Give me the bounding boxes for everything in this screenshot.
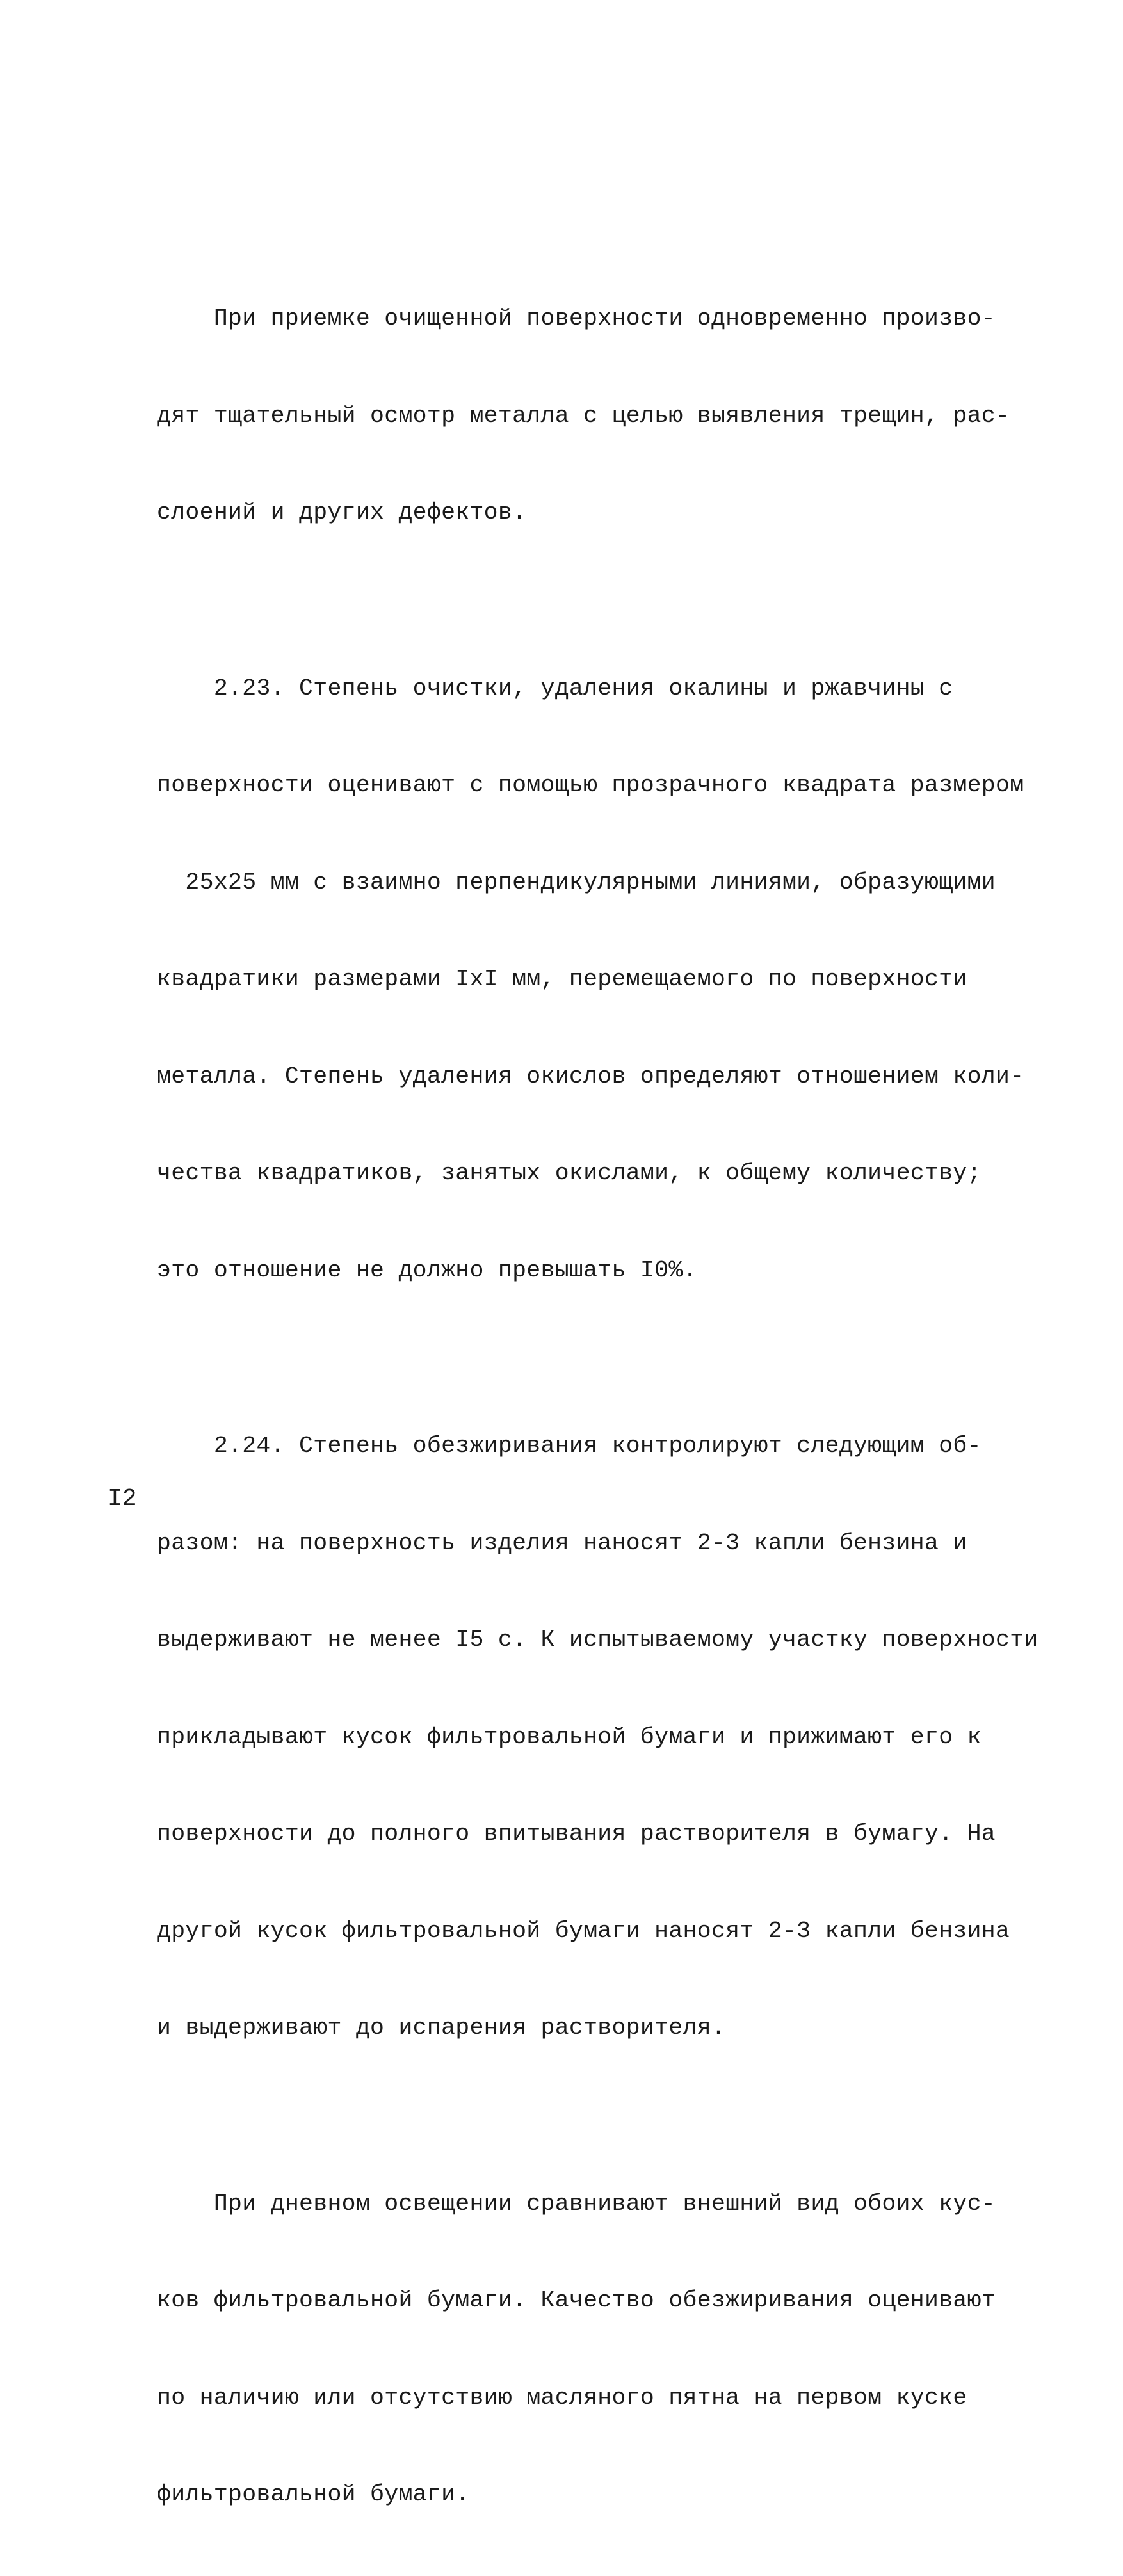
text-line: 2.24. Степень обезжиривания контролируют следующим об- [157,1433,982,1459]
text-line: квадратики размерами IxI мм, перемещаемого по поверхности [157,966,967,992]
text-line: это отношение не должно превышать I0%. [157,1257,697,1284]
body-text [157,238,1038,2576]
text-line: 2.23. Степень очистки, удаления окалины и ржавчины с [157,675,953,702]
text-line: выдерживают не менее I5 с. К испытываемому участку поверхности [157,1627,1038,1653]
text-line: по наличию или отсутствию масляного пятна на первом куске [157,2384,967,2411]
text-line: чества квадратиков, занятых окислами, к общему количеству; [157,1160,982,1186]
text-line: и выдерживают до испарения растворителя. [157,2015,726,2041]
paragraph-2-24 [157,1365,1038,2109]
text-line: При приемке очищенной поверхности одновременно произво- [157,305,996,332]
text-line: разом: на поверхность изделия наносят 2-3 капли бензина и [157,1529,967,1556]
text-line: При дневном освещении сравнивают внешний вид обоих кус- [157,2190,996,2217]
text-line: металла. Степень удаления окислов определяют отношением коли- [157,1063,1024,1090]
paragraph-inspection [157,238,1010,594]
text-line: поверхности оценивают с помощью прозрачного квадрата размером [157,772,1024,798]
page-number: I2 [108,1485,137,1513]
paragraph-daylight-comparison [157,2123,996,2576]
text-line: другой кусок фильтровальной бумаги наносят 2-3 капли бензина [157,1917,1010,1944]
text-line: дят тщательный осмотр металла с целью выявления трещин, рас- [157,402,1010,429]
text-line: поверхности до полного впитывания растворителя в бумагу. На [157,1821,996,1847]
text-line: 25х25 мм с взаимно перпендикулярными линиями, образующими [157,869,996,896]
text-line: фильтровальной бумаги. [157,2481,470,2508]
paragraph-2-23 [157,608,1024,1352]
text-line: слоений и других дефектов. [157,499,527,526]
text-line: ков фильтровальной бумаги. Качество обезжиривания оценивают [157,2287,996,2314]
text-line: прикладывают кусок фильтровальной бумаги и прижимают его к [157,1723,982,1750]
